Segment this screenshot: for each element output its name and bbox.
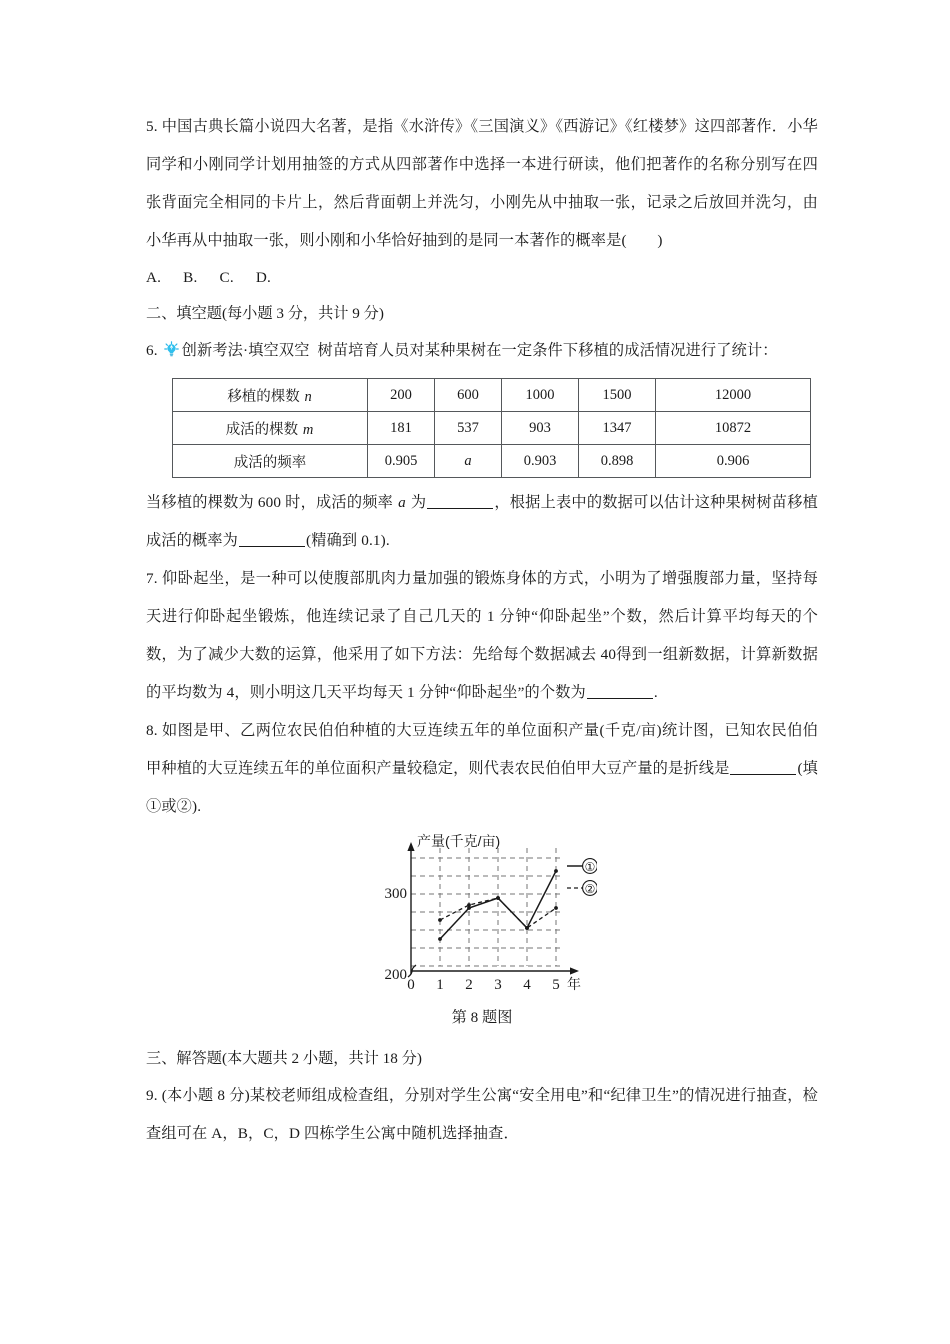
q6-number: 6. — [146, 342, 158, 359]
q9-line-1: (本小题 8 分)某校老师组成检查组，分别对学生公寓“安全用电”和“纪律卫生”的情 — [161, 1087, 711, 1104]
chart-xtick-1: 1 — [436, 977, 444, 992]
q5-paragraph — [146, 108, 818, 260]
chart-xtick-0: 0 — [407, 977, 415, 992]
table-row-header — [173, 379, 368, 412]
q5-option-d[interactable]: D. — [255, 269, 271, 286]
q5-number: 5. — [146, 118, 158, 135]
q5-option-b[interactable]: B. — [183, 269, 198, 286]
survival-rate-table-wrapper — [172, 378, 818, 478]
chart-xtick-2: 2 — [465, 977, 473, 992]
question-9 — [146, 1077, 818, 1153]
row-header-symbol: m — [302, 421, 314, 438]
table-cell: 12000 — [656, 379, 811, 412]
q6-tag: 创新考法·填空双空 — [181, 342, 310, 359]
table-row-header: 成活的频率 — [173, 445, 368, 478]
table-cell: 903 — [502, 412, 579, 445]
q6-after-c: ，根据上表中的数据可以估计这种果树 — [494, 494, 757, 511]
q6-after-a: 当移植的棵数为 600 时，成活的频率 — [146, 494, 398, 511]
q8-tail: (填①或②). — [146, 760, 818, 815]
q7-paragraph — [146, 560, 818, 712]
q8-figure-caption: 第 8 题图 — [451, 1009, 513, 1026]
q6-paragraph — [146, 332, 818, 370]
q8-number: 8. — [146, 722, 158, 739]
survival-rate-table — [172, 378, 811, 478]
q7-number: 7. — [146, 570, 158, 587]
lightbulb-icon — [164, 335, 179, 352]
chart-xtick-5: 5 — [552, 977, 560, 992]
chart-svg — [367, 832, 597, 992]
section-heading-answer: 三、解答题(本大题共 2 小题，共计 18 分) — [146, 1050, 422, 1067]
q7-line-4: 得到一组新数据，计算新数据的平均数为 4，则小明这几天平均每天 1 分钟“仰卧起坐” — [146, 646, 818, 701]
chart-legend — [567, 859, 597, 896]
chart-xtick-3: 3 — [494, 977, 502, 992]
legend-label-2: ② — [584, 882, 596, 896]
table-row — [173, 379, 811, 412]
table-cell: 1500 — [579, 379, 656, 412]
table-cell-unknown: a — [435, 445, 502, 478]
q7-line-2: 量，坚持每天进行仰卧起坐锻炼，他连续记录了自己几天的 1 分钟“仰卧起坐”个数，然 — [146, 570, 819, 625]
table-row — [173, 412, 811, 445]
table-cell: 0.906 — [656, 445, 811, 478]
page-content — [146, 108, 818, 1153]
q8-answer-blank[interactable] — [730, 760, 796, 775]
chart-gridlines-horizontal — [411, 858, 563, 966]
q9-number: 9. — [146, 1087, 158, 1104]
table-cell: 1000 — [502, 379, 579, 412]
q6-line-2: 计： — [746, 342, 778, 359]
q6-answer-blank-2[interactable] — [239, 532, 305, 547]
q6-after-table — [146, 484, 818, 560]
table-cell: 0.905 — [368, 445, 435, 478]
q5-line-2: 部著作．小华同学和小刚同学计划用抽签的方式从四部著作中选择一本进行研读，他们把 — [146, 118, 818, 173]
table-cell: 1347 — [579, 412, 656, 445]
q5-option-a[interactable]: A. — [146, 269, 162, 286]
question-8 — [146, 712, 818, 1035]
table-cell: 600 — [435, 379, 502, 412]
q5-line-4: 一张，记录之后放回并洗匀，由小华再从中抽取一张，则小刚和小华恰好抽到的是同一本 — [146, 194, 818, 249]
chart-ytick-300: 300 — [384, 886, 407, 902]
q5-line-5: 著作的概率是( ) — [529, 232, 663, 249]
q8-paragraph — [146, 712, 818, 826]
q9-line-2: 况进行抽查，检查组可在 A，B，C，D 四栋学生公寓中随机选择抽查． — [146, 1087, 818, 1142]
q6-after-b: 为 — [406, 494, 427, 511]
chart-xtick-4: 4 — [523, 977, 531, 992]
question-6 — [146, 332, 818, 560]
q9-paragraph — [146, 1077, 818, 1153]
q6-answer-blank-1[interactable] — [427, 494, 493, 509]
q8-line-3: 折线是 — [683, 760, 730, 777]
question-7 — [146, 560, 818, 712]
q6-symbol-a: a — [398, 494, 406, 511]
q6-after-d: 树苗移植成活的概率为 — [146, 494, 818, 549]
table-cell: 537 — [435, 412, 502, 445]
table-cell: 200 — [368, 379, 435, 412]
q5-line-3: 著作的名称分别写在四张背面完全相同的卡片上，然后背面朝上并洗匀，小刚先从中抽取 — [146, 156, 819, 211]
q7-answer-blank[interactable] — [587, 684, 653, 699]
row-header-text: 移植的棵数 — [227, 388, 300, 405]
q8-line-chart — [146, 832, 818, 997]
chart-x-axis-label: 年 — [567, 976, 581, 992]
q6-line-1: 树苗培育人员对某种果树在一定条件下移植的成活情况进行了统 — [317, 342, 747, 359]
q5-option-c[interactable]: C. — [219, 269, 234, 286]
chart-ytick-200: 200 — [384, 967, 407, 983]
table-cell: 181 — [368, 412, 435, 445]
legend-label-1: ① — [584, 860, 596, 874]
q5-options — [146, 260, 818, 296]
q8-line-2: 农民伯伯甲种植的大豆连续五年的单位面积产量较稳定，则代表农民伯伯甲大豆产量的是 — [146, 722, 818, 777]
table-row-header — [173, 412, 368, 445]
question-5 — [146, 108, 818, 296]
table-cell: 0.898 — [579, 445, 656, 478]
row-header-symbol: n — [304, 388, 312, 405]
q7-tail: . — [653, 684, 658, 701]
q7-line-3: 后计算平均每天的个数，为了减少大数的运算，他采用了如下方法：先给每个数据减去 40 — [146, 608, 818, 663]
q6-after-e: (精确到 0.1). — [306, 532, 390, 549]
q5-line-1: 中国古典长篇小说四大名著，是指《水浒传》《三国演义》《西游记》《红楼梦》这四 — [161, 118, 726, 135]
q7-line-5: 的个数为 — [524, 684, 586, 701]
table-cell: 0.903 — [502, 445, 579, 478]
table-row — [173, 445, 811, 478]
chart-y-axis-label: 产量(千克/亩) — [417, 833, 501, 849]
chart-y-axis-arrow — [407, 842, 414, 851]
q8-line-1: 如图是甲、乙两位农民伯伯种植的大豆连续五年的单位面积产量(千克/亩)统计图，已知 — [161, 722, 756, 739]
section-heading-fill-blank: 二、填空题(每小题 3 分，共计 9 分) — [146, 305, 384, 322]
q7-line-1: 仰卧起坐，是一种可以使腹部肌肉力量加强的锻炼身体的方式，小明为了增强腹部力 — [161, 570, 741, 587]
table-cell: 10872 — [656, 412, 811, 445]
chart-x-axis-arrow — [570, 967, 579, 974]
row-header-text: 成活的棵数 — [225, 421, 299, 438]
